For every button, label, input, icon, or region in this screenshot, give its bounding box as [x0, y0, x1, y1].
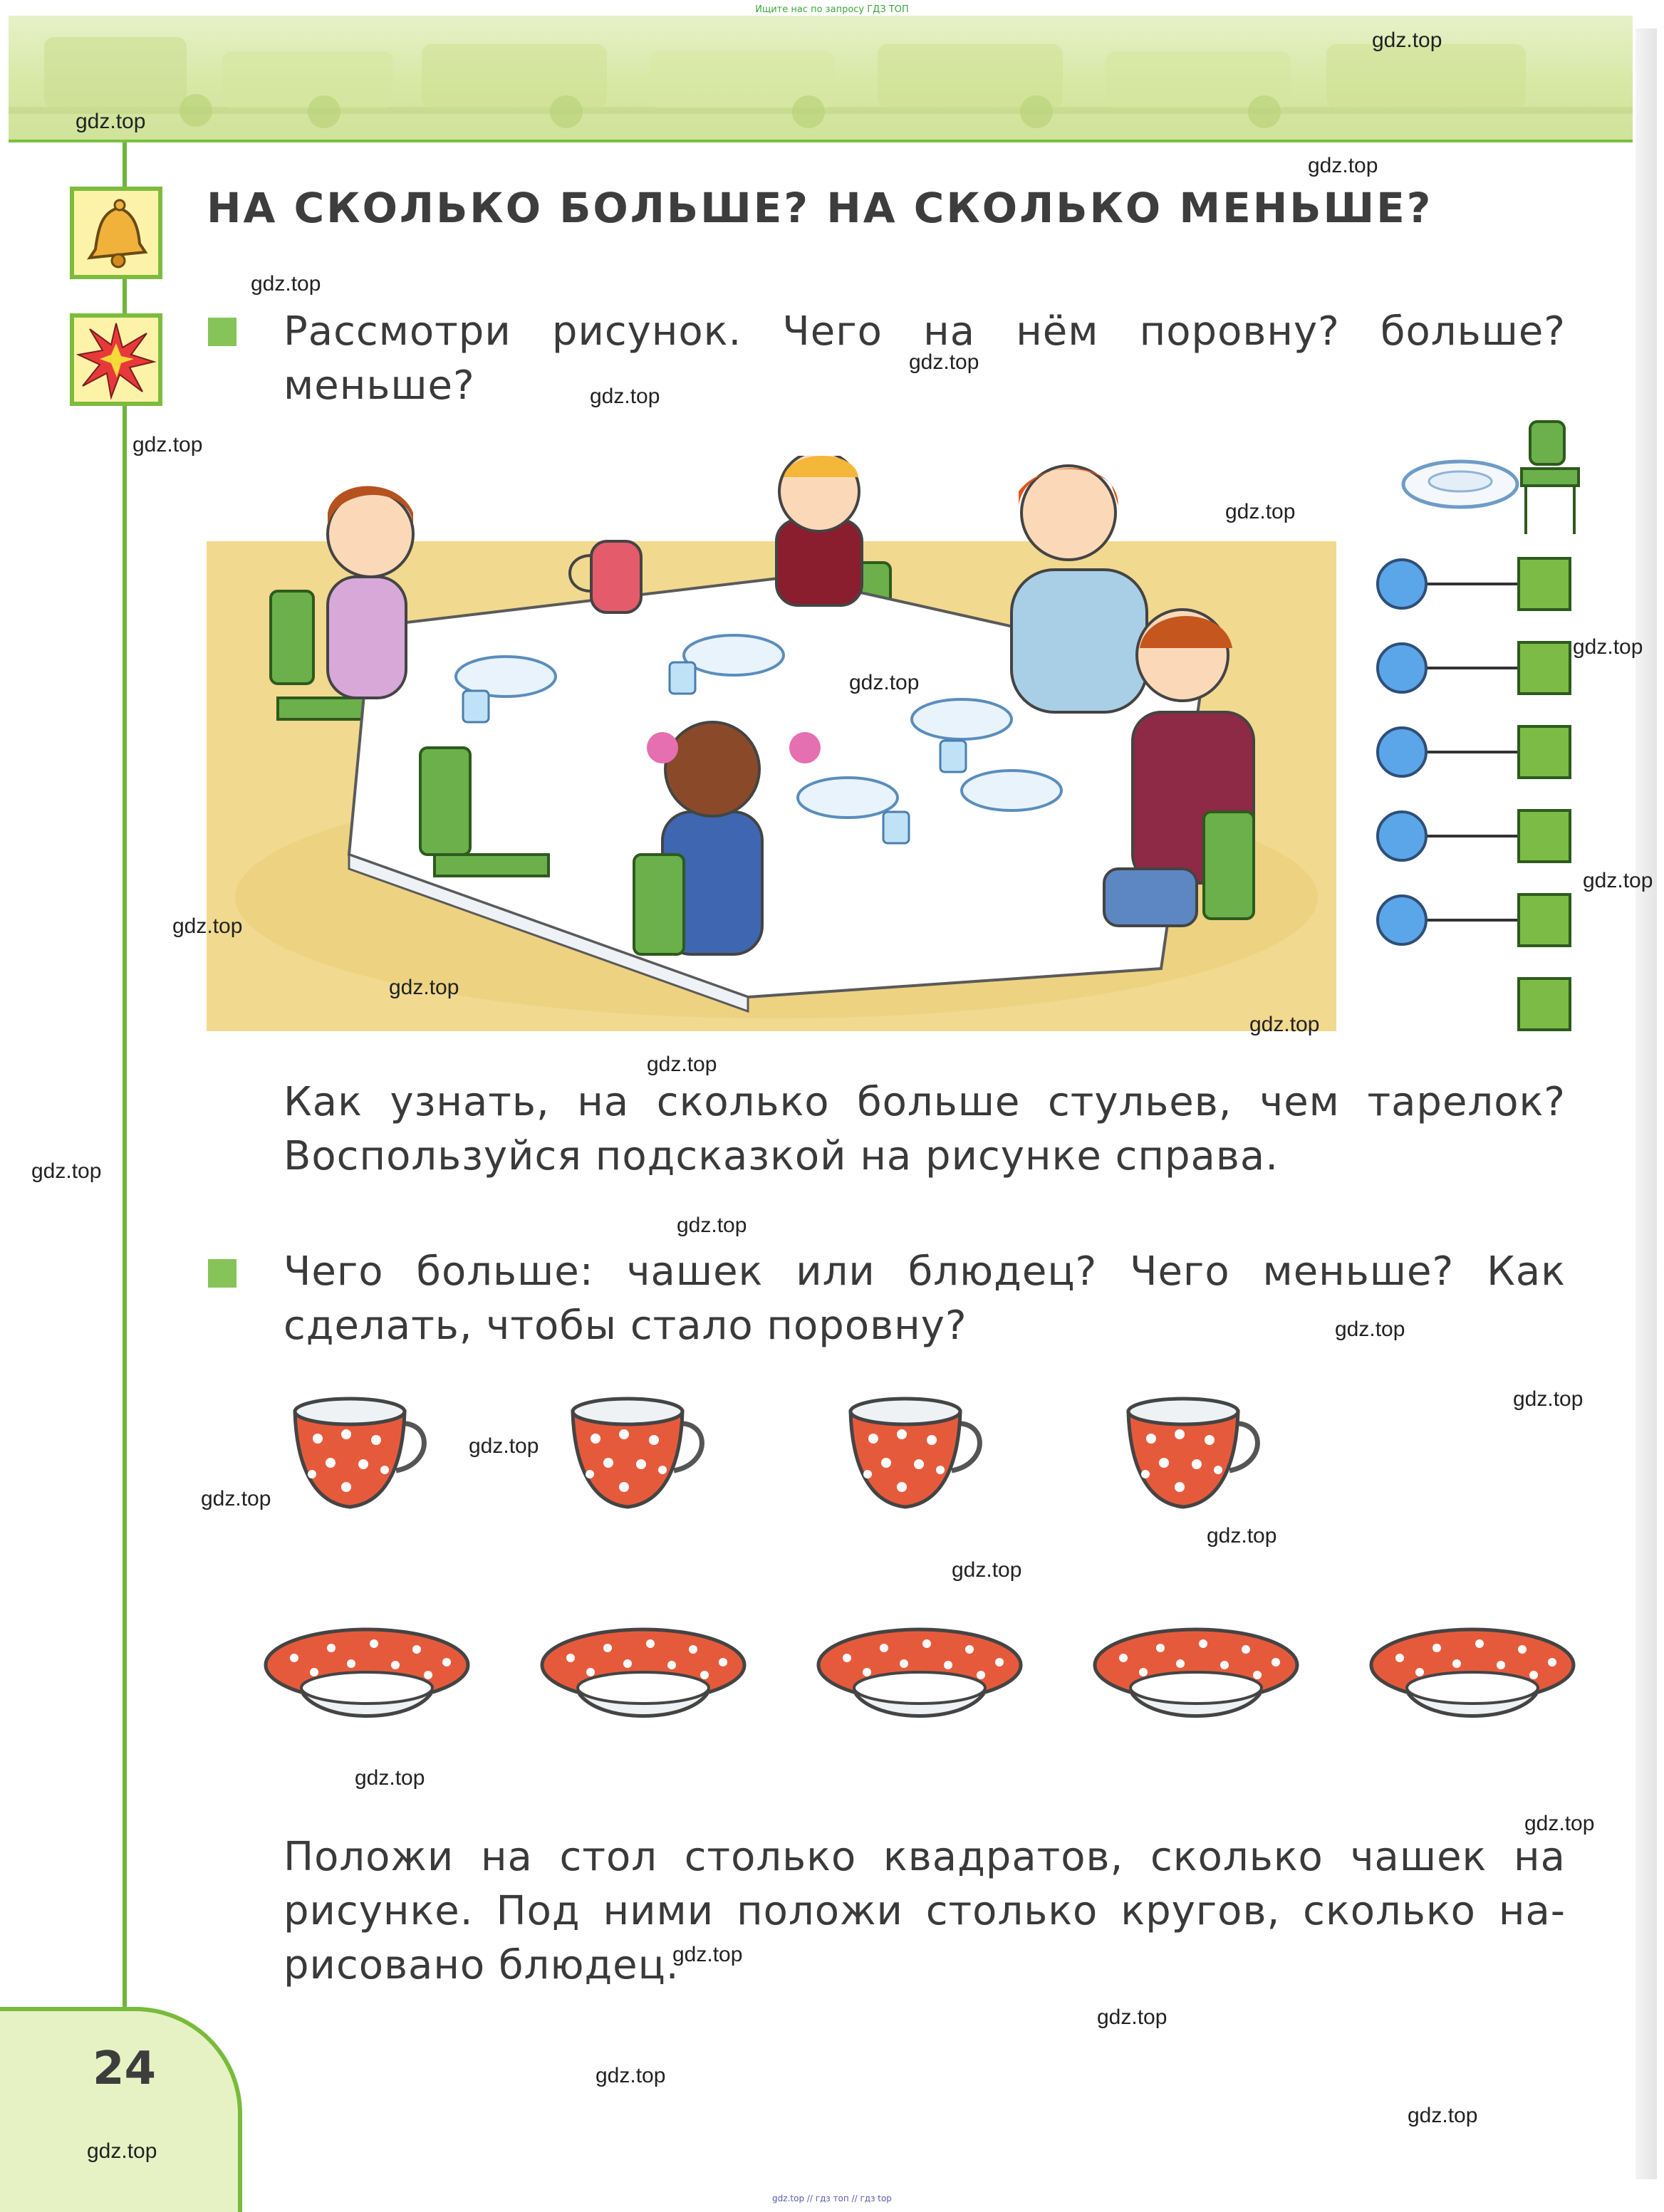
task3-line3: рисовано блюдец.: [284, 1942, 680, 1988]
task1-line2: меньше?: [284, 362, 475, 409]
watermark: gdz.top: [596, 2064, 666, 2087]
watermark: gdz.top: [1513, 1387, 1584, 1411]
watermark: gdz.top: [1573, 635, 1643, 659]
hint-circle: [1378, 896, 1426, 944]
hint-square: [1519, 810, 1570, 862]
hint-diagram: [1353, 413, 1581, 1040]
girl-right: [1012, 466, 1147, 712]
watermark: gdz.top: [1097, 2005, 1168, 2029]
train-car-decoration: [422, 44, 607, 108]
page-number-tab: [0, 2007, 242, 2212]
hint-square: [1519, 979, 1570, 1030]
task3-line2: рисунке. Под ними положи столько кругов, сколько на-: [284, 1888, 1566, 1934]
wheel-decoration: [1248, 95, 1281, 128]
watermark: gdz.top: [909, 350, 979, 374]
cup: [845, 1396, 994, 1517]
train-car-decoration: [222, 51, 393, 108]
task2-line2: сделать, чтобы стало поровну?: [284, 1303, 967, 1349]
hint-circle: [1378, 560, 1426, 608]
boy-back: [776, 456, 862, 605]
task1-line1: Рассмотри рисунок. Чего на нём поровну? больше?: [284, 308, 1566, 355]
watermark: gdz.top: [1408, 2104, 1478, 2127]
watermark: gdz.top: [355, 1766, 425, 1790]
task-bullet: [208, 1259, 236, 1288]
task-bullet: [208, 318, 236, 346]
saucer: [1366, 1622, 1579, 1729]
watermark: gdz.top: [672, 1943, 743, 1966]
watermark: gdz.top: [201, 1487, 271, 1511]
table-scene-illustration: [207, 456, 1336, 1031]
hint-square: [1519, 894, 1570, 946]
watermark: gdz.top: [1372, 28, 1442, 52]
watermark: gdz.top: [677, 1214, 747, 1237]
watermark: gdz.top: [1249, 1013, 1320, 1036]
watermark: gdz.top: [1335, 1318, 1405, 1341]
watermark: gdz.top: [590, 385, 660, 408]
train-car-decoration: [1326, 44, 1526, 108]
saucers-row: [253, 1617, 1571, 1738]
top-search-note: Ищите нас по запросу ГДЗ ТОП: [755, 4, 909, 15]
saucer: [536, 1622, 750, 1729]
saucer: [813, 1622, 1026, 1729]
cup: [567, 1396, 717, 1517]
hint-circle: [1378, 644, 1426, 692]
watermark: gdz.top: [251, 272, 321, 296]
watermark: gdz.top: [952, 1558, 1022, 1582]
cup: [289, 1396, 439, 1517]
task2-line1: Чего больше: чашек или блюдец? Чего меньше? Как: [284, 1248, 1566, 1295]
watermark: gdz.top: [849, 671, 920, 694]
question1-line1: Как узнать, на сколько больше стульев, чем тарелок?: [284, 1079, 1566, 1125]
margin-line: [123, 142, 127, 2008]
saucer: [260, 1622, 474, 1729]
wheel-decoration: [550, 95, 583, 128]
star-burst-icon: [70, 313, 162, 406]
watermark: gdz.top: [1225, 500, 1296, 523]
watermark: gdz.top: [1308, 154, 1378, 177]
wheel-decoration: [180, 94, 212, 127]
wheel-decoration: [1020, 95, 1053, 128]
watermark: gdz.top: [172, 914, 243, 938]
bell-icon: [70, 187, 162, 279]
watermark: gdz.top: [469, 1434, 539, 1458]
hint-square: [1519, 726, 1570, 778]
hint-square: [1519, 558, 1570, 610]
question1-line2: Воспользуйся подсказкой на рисунке справа.: [284, 1133, 1279, 1179]
cups-row: [278, 1382, 1318, 1545]
hint-circle: [1378, 728, 1426, 776]
plate-icon: [1403, 461, 1517, 507]
watermark: gdz.top: [1524, 1812, 1595, 1835]
watermark: gdz.top: [647, 1053, 717, 1076]
page-title: НА СКОЛЬКО БОЛЬШЕ? НА СКОЛЬКО МЕНЬШЕ?: [207, 184, 1433, 232]
train-car-decoration: [44, 37, 187, 108]
watermark: gdz.top: [389, 976, 459, 999]
watermark: gdz.top: [1583, 869, 1653, 892]
page-number: 24: [93, 2043, 157, 2095]
hint-square: [1519, 642, 1570, 694]
watermark: gdz.top: [76, 110, 146, 133]
wheel-decoration: [792, 95, 825, 128]
task3-line1: Положи на стол столько квадратов, сколько чашек на: [284, 1834, 1566, 1880]
chair-icon: [1522, 422, 1579, 534]
hint-circle: [1378, 812, 1426, 860]
girl-left: [328, 486, 413, 699]
watermark: gdz.top: [87, 2139, 157, 2163]
page-edge-shadow: [1636, 28, 1657, 2179]
cup: [1123, 1396, 1272, 1517]
watermark: gdz.top: [31, 1159, 102, 1183]
footer-note: gdz.top // гдз топ // гдз top: [772, 2193, 892, 2203]
watermark: gdz.top: [132, 433, 203, 457]
saucer: [1089, 1622, 1303, 1729]
wheel-decoration: [308, 95, 340, 128]
watermark: gdz.top: [1207, 1524, 1277, 1548]
